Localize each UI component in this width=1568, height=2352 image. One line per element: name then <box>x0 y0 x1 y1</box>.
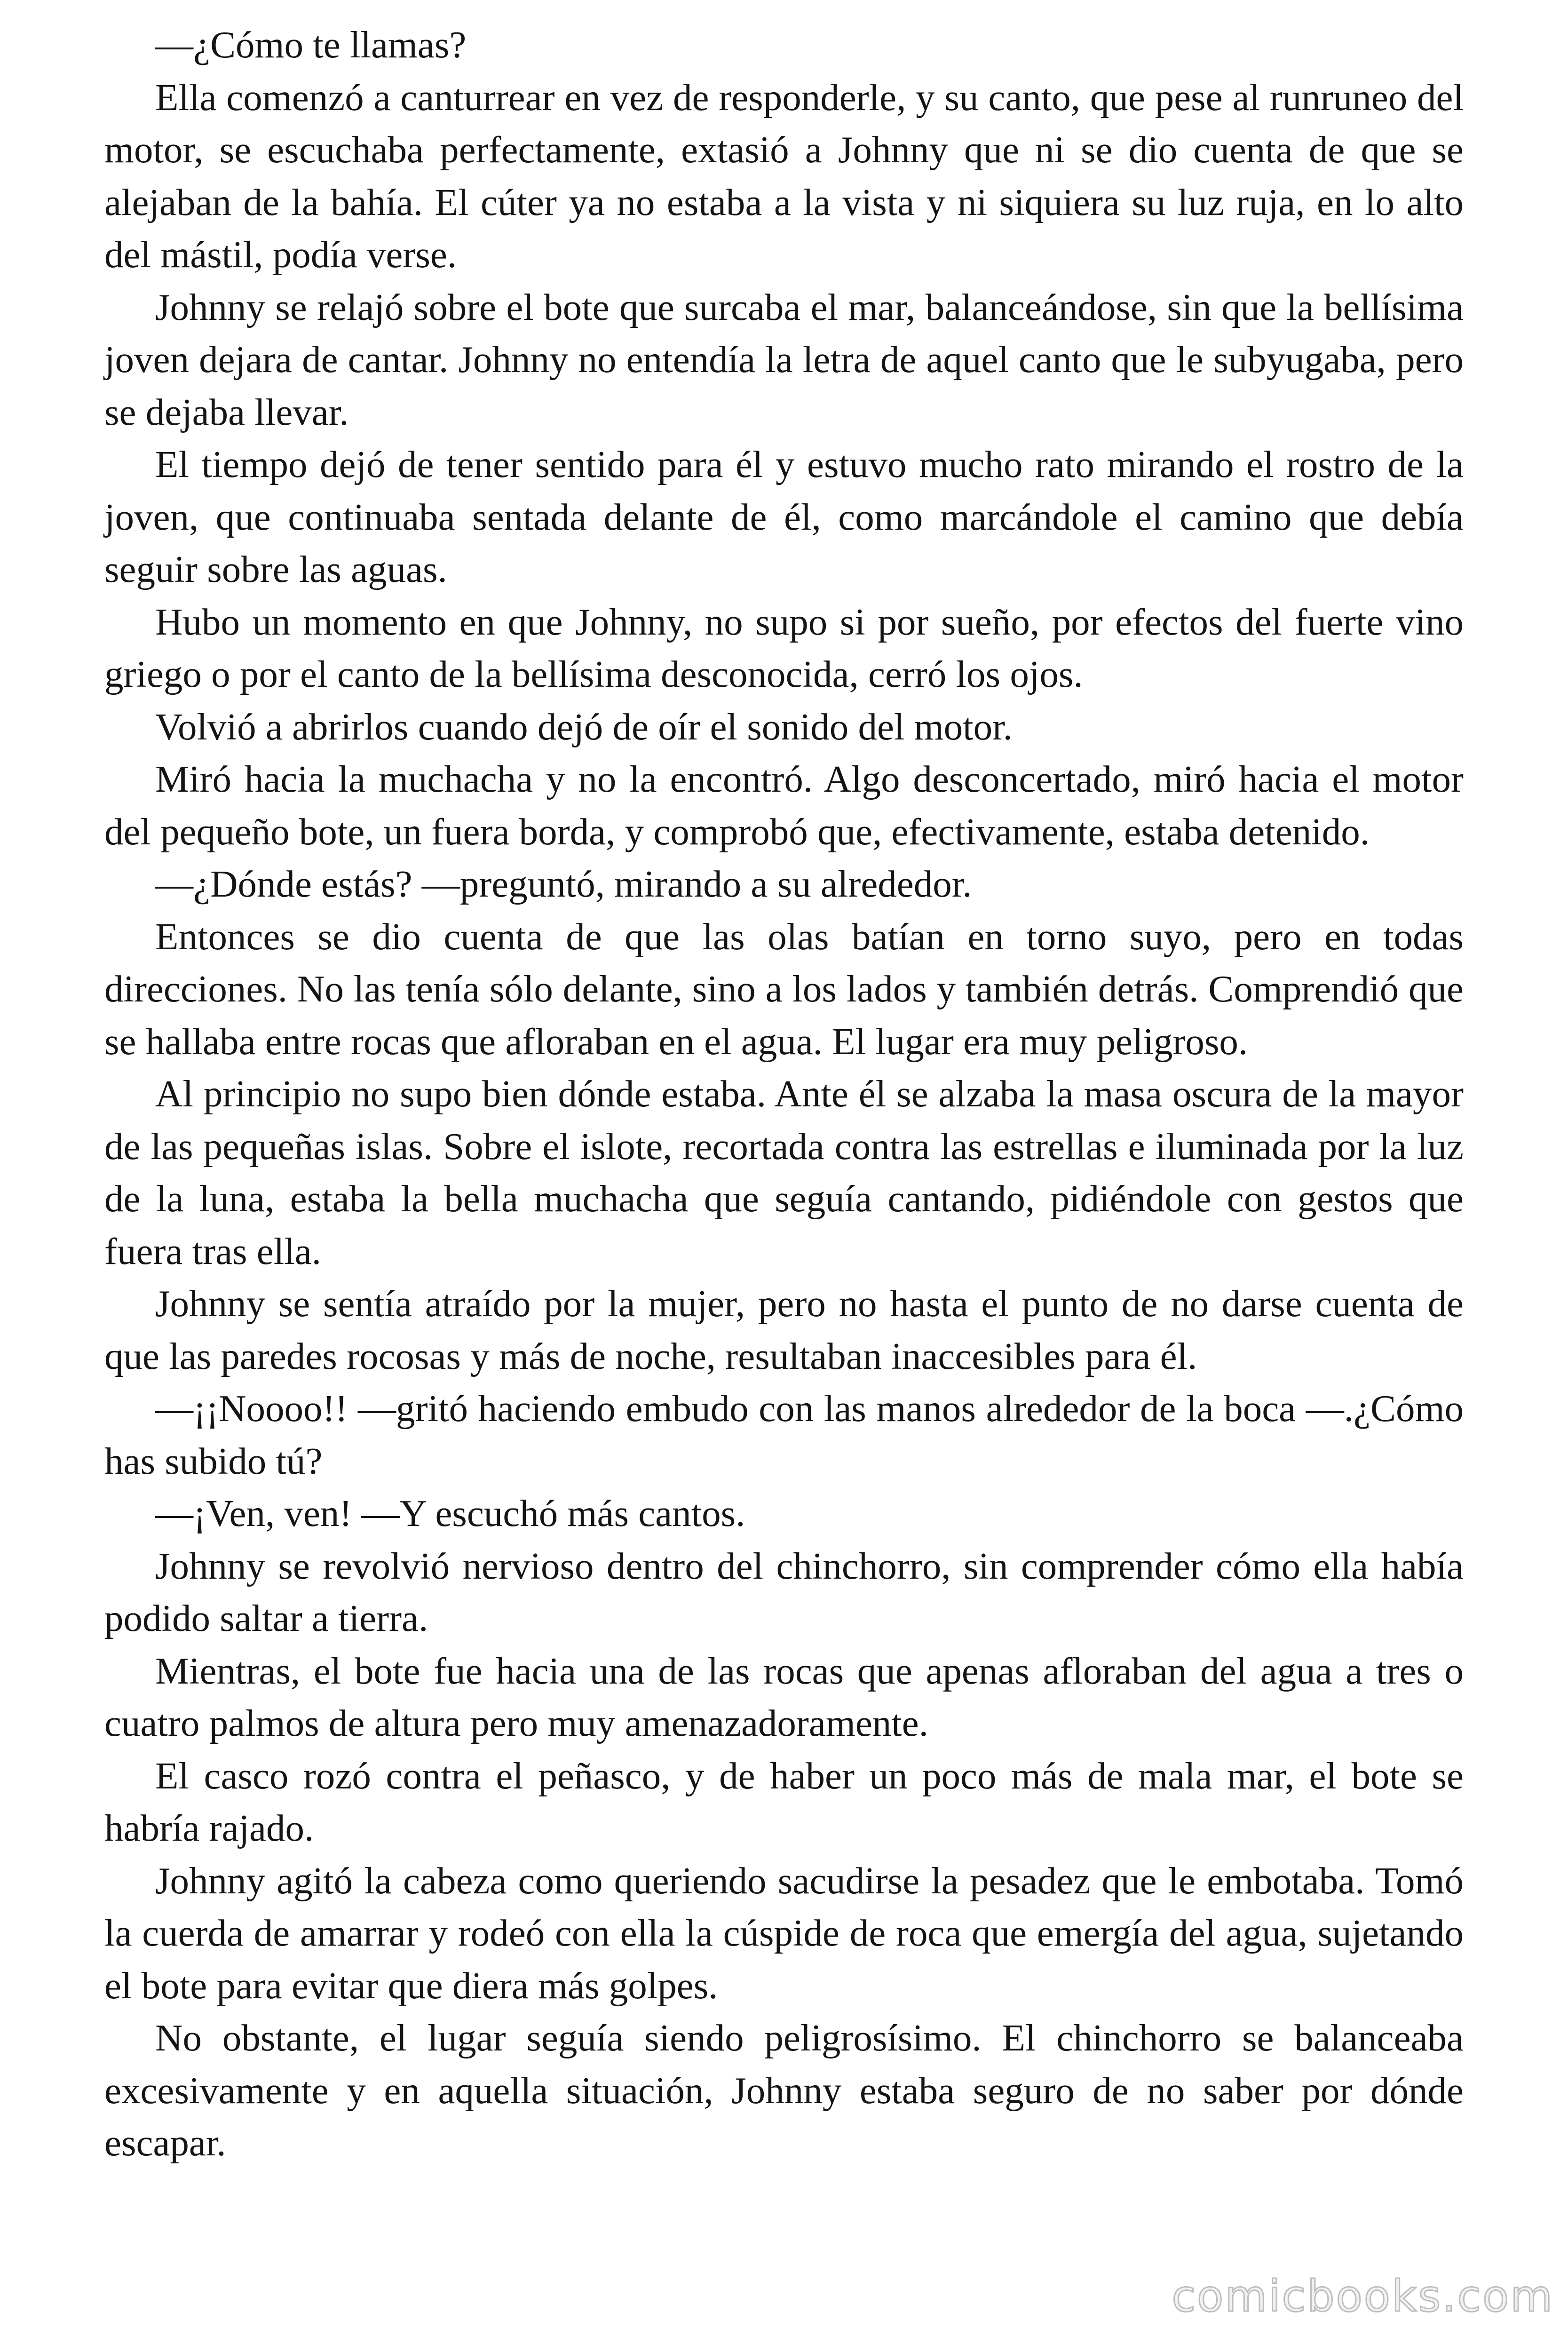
paragraph: —¿Dónde estás? —preguntó, mirando a su alrededor. <box>155 863 972 905</box>
paragraph: Al principio no supo bien dónde estaba. Ante él se alzaba la masa oscura de la mayor de las pequeñas islas. Sobre el islote, recortada contra las estrellas e iluminada por la luz de la luna, estaba la bella muchacha que seguía cantando, pidiéndole con gestos que fuera tras ella. <box>104 1073 1464 1272</box>
paragraph: —¡¡Noooo!! —gritó haciendo embudo con las manos alrededor de la boca —.¿Cómo has subido tú? <box>104 1387 1464 1482</box>
paragraph: El tiempo dejó de tener sentido para él y estuvo mucho rato mirando el rostro de la joven, que continuaba sentada delante de él, como marcándole el camino que debía seguir sobre las aguas. <box>104 443 1464 590</box>
paragraph: Johnny se relajó sobre el bote que surcaba el mar, balanceándose, sin que la bellísima joven dejara de cantar. Johnny no entendía la letra de aquel canto que le subyugaba, pero se dejaba llevar. <box>104 286 1464 433</box>
paragraph: Hubo un momento en que Johnny, no supo si por sueño, por efectos del fuerte vino griego o por el canto de la bellísima desconocida, cerró los ojos. <box>104 600 1464 695</box>
paragraph: Volvió a abrirlos cuando dejó de oír el sonido del motor. <box>155 705 1013 748</box>
paragraph: Entonces se dio cuenta de que las olas batían en torno suyo, pero en todas direcciones. No las tenía sólo delante, sino a los lados y también detrás. Comprendió que se hallaba entre rocas que afloraban en el agua. El lugar era muy peligroso. <box>104 915 1464 1063</box>
paragraph: Mientras, el bote fue hacia una de las rocas que apenas afloraban del agua a tres o cuatro palmos de altura pero muy amenazadoramente. <box>104 1649 1464 1744</box>
paragraph: El casco rozó contra el peñasco, y de haber un poco más de mala mar, el bote se habría rajado. <box>104 1754 1464 1849</box>
paragraph: —¡Ven, ven! —Y escuchó más cantos. <box>155 1492 745 1534</box>
paragraph: Ella comenzó a canturrear en vez de responderle, y su canto, que pese al runruneo del motor, se escuchaba perfectamente, extasió a Johnny que ni se dio cuenta de que se alejaban de la bahía. El cúter ya no estaba a la vista y ni siquiera su luz ruja, en lo alto del mástil, podía verse. <box>104 76 1464 276</box>
watermark: comicbooks.com <box>1172 2271 1554 2321</box>
paragraph: Johnny agitó la cabeza como queriendo sacudirse la pesadez que le embotaba. Tomó la cuerda de amarrar y rodeó con ella la cúspide de roca que emergía del agua, sujetando el bote para evitar que diera más golpes. <box>104 1859 1464 2007</box>
paragraph: Miró hacia la muchacha y no la encontró. Algo desconcertado, miró hacia el motor del pequeño bote, un fuera borda, y comprobó que, efectivamente, estaba detenido. <box>104 758 1464 853</box>
book-page <box>104 19 1464 2169</box>
paragraph: No obstante, el lugar seguía siendo peligrosísimo. El chinchorro se balanceaba excesivamente y en aquella situación, Johnny estaba seguro de no saber por dónde escapar. <box>104 2017 1464 2164</box>
paragraph: Johnny se sentía atraído por la mujer, pero no hasta el punto de no darse cuenta de que las paredes rocosas y más de noche, resultaban inaccesibles para él. <box>104 1282 1464 1377</box>
paragraph: —¿Cómo te llamas? <box>155 24 467 66</box>
paragraph: Johnny se revolvió nervioso dentro del chinchorro, sin comprender cómo ella había podido saltar a tierra. <box>104 1544 1464 1639</box>
